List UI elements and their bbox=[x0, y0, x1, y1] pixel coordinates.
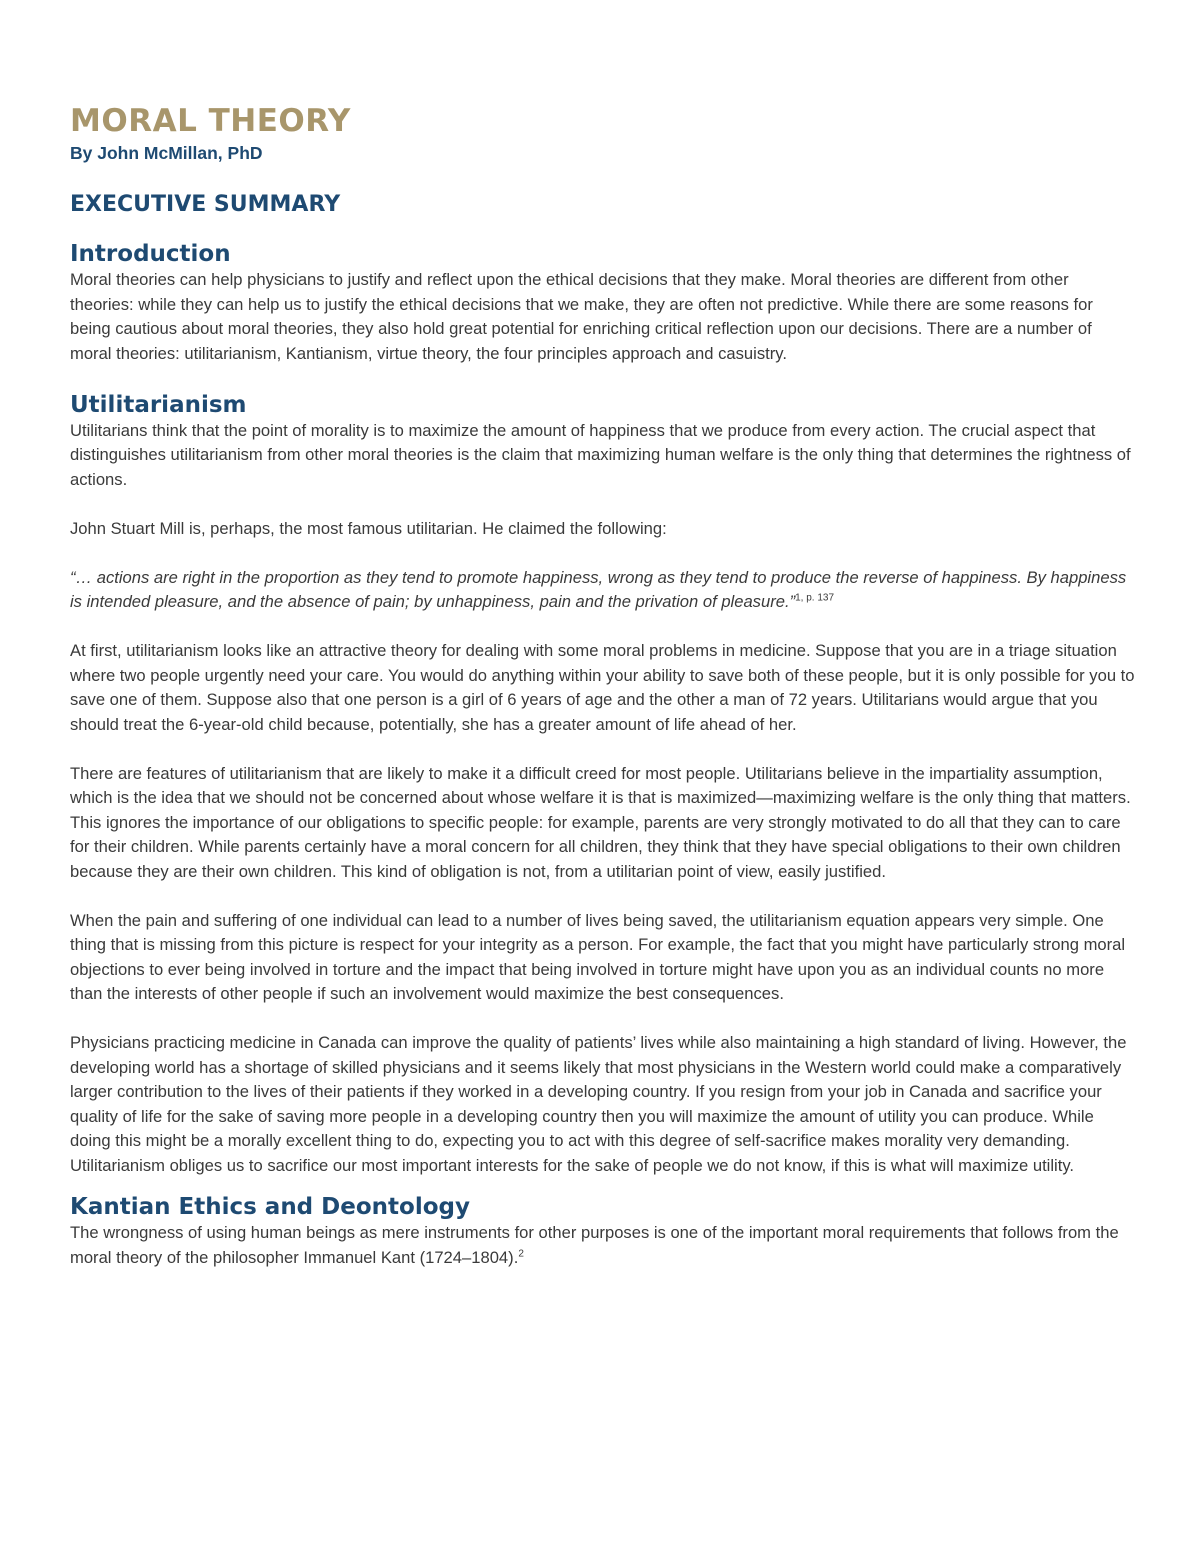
executive-summary-heading: EXECUTIVE SUMMARY bbox=[70, 192, 341, 217]
paragraph-text: The wrongness of using human beings as mere instruments for other purposes is one of the important moral requirements that follows from the moral theory of the philosopher Immanuel Kant (1724–1804). bbox=[70, 1223, 1119, 1267]
section-introduction bbox=[70, 240, 1135, 366]
paragraph bbox=[70, 1221, 1135, 1270]
paragraph: John Stuart Mill is, perhaps, the most famous utilitarian. He claimed the following: bbox=[70, 518, 667, 538]
section-heading-utilitarianism: Utilitarianism bbox=[70, 391, 247, 418]
quote-citation: 1, p. 137 bbox=[795, 592, 835, 604]
paragraph: Moral theories can help physicians to justify and reflect upon the ethical decisions that they make. Moral theories are different from other theories: while they can help us to justify the ethical decisions that we make, they are often not predictive. While there are some reasons for being cautious about moral theories, they also hold great potential for enriching critical reflection upon our decisions. There are a number of moral theories: utilitarianism, Kantianism, virtue theory, the four principles approach and casuistry. bbox=[70, 270, 1093, 363]
section-utilitarianism bbox=[70, 391, 1135, 1179]
document-title: MORAL THEORY bbox=[70, 103, 351, 139]
paragraph: There are features of utilitarianism that are likely to make it a difficult creed for most people. Utilitarians believe in the impartiality assumption, which is the idea that we should not be concerned about whose welfare it is that is maximized—maximizing welfare is the only thing that matters. This ignores the importance of our obligations to specific people: for example, parents are very strongly motivated to do all that they can to care for their children. While parents certainly have a moral concern for all children, they think that they have special obligations to their own children because they are their own children. This kind of obligation is not, from a utilitarian point of view, easily justified. bbox=[70, 763, 1131, 881]
footnote-ref: 2 bbox=[518, 1247, 524, 1259]
author-byline: By John McMillan, PhD bbox=[70, 143, 263, 163]
section-kantian-ethics bbox=[70, 1193, 1135, 1270]
quote-text: “… actions are right in the proportion as they tend to promote happiness, wrong as they tend to produce the reverse of happiness. By happiness is intended pleasure, and the absence of pain; by unhappiness, pain and the privation of pleasure.” bbox=[70, 567, 1127, 611]
paragraph: When the pain and suffering of one individual can lead to a number of lives being saved, the utilitarianism equation appears very simple. One thing that is missing from this picture is respect for your integrity as a person. For example, the fact that you might have particularly strong moral objections to ever being involved in torture and the impact that being involved in torture might have upon you as an individual counts no more than the interests of other people if such an involvement would maximize the best consequences. bbox=[70, 910, 1126, 1003]
paragraph: At first, utilitarianism looks like an attractive theory for dealing with some moral problems in medicine. Suppose that you are in a triage situation where two people urgently need your care. You would do anything within your ability to save both of these people, but it is only possible for you to save one of them. Suppose also that one person is a girl of 6 years of age and the other a man of 72 years. Utilitarians would argue that you should treat the 6-year-old child because, potentially, she has a greater amount of life ahead of her. bbox=[70, 641, 1135, 734]
section-heading-introduction: Introduction bbox=[70, 241, 231, 267]
mill-quote bbox=[70, 566, 1135, 615]
section-heading-kantian-ethics: Kantian Ethics and Deontology bbox=[70, 1194, 470, 1220]
document-page bbox=[70, 100, 1135, 1295]
paragraph: Utilitarians think that the point of morality is to maximize the amount of happiness that we produce from every action. The crucial aspect that distinguishes utilitarianism from other moral theories is the claim that maximizing human welfare is the only thing that determines the rightness of actions. bbox=[70, 420, 1131, 489]
paragraph: Physicians practicing medicine in Canada can improve the quality of patients’ lives while also maintaining a high standard of living. However, the developing world has a shortage of skilled physicians and it seems likely that most physicians in the Western world could make a comparatively larger contribution to the lives of their patients if they worked in a developing country. If you resign from your job in Canada and sacrifice your quality of life for the sake of saving more people in a developing country then you will maximize the amount of utility you can produce. While doing this might be a morally excellent thing to do, expecting you to act with this degree of self-sacrifice makes morality very demanding. Utilitarianism obliges us to sacrifice our most important interests for the sake of people we do not know, if this is what will maximize utility. bbox=[70, 1033, 1127, 1175]
